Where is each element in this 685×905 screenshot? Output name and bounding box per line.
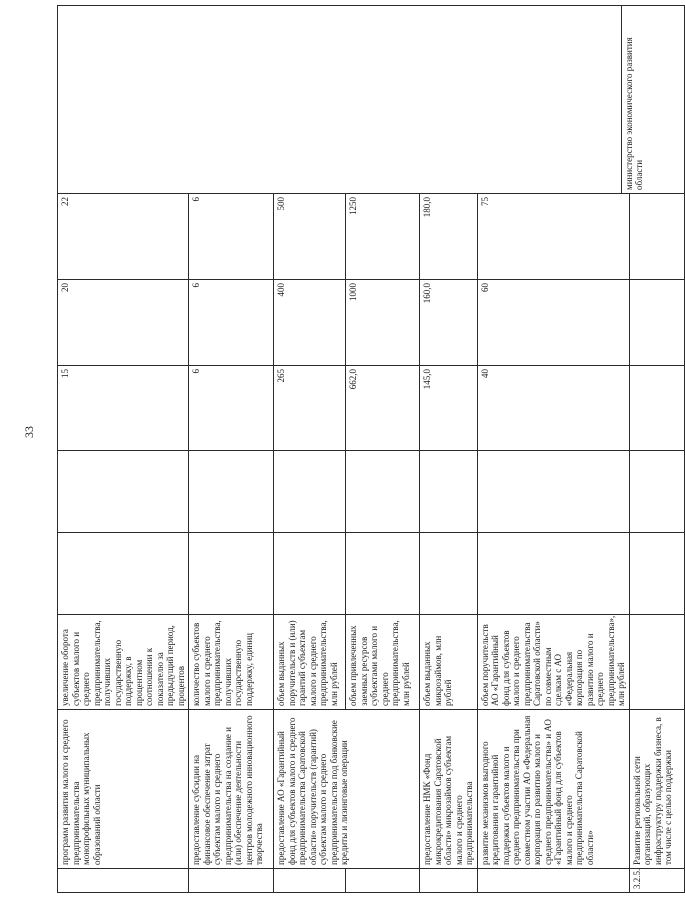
empty-cell <box>189 451 274 533</box>
measure-cell: развитие механизмов выгодного кредитования и гарантийной поддержки субъектов малого и среднего предпринимательства при совместном участии АО «Федеральная корпорация по развитию малого и среднего предпринимательства» и АО «Гарантийный фонд для субъектов малого и среднего предпринимательства Саратовской области» <box>477 710 629 869</box>
value-cell-2: 1000 <box>346 280 420 366</box>
value-cell-3: 75 <box>477 194 629 280</box>
value-cell-3: 22 <box>58 194 189 280</box>
value-cell-2: 20 <box>58 280 189 366</box>
empty-cell <box>58 533 189 615</box>
responsible-cell <box>58 6 685 194</box>
row-number <box>274 869 346 893</box>
indicator-cell: количество субъектов малого и среднего предпринимательства, получивших государственную поддержку, единиц <box>189 615 274 710</box>
value-cell-1 <box>629 366 684 451</box>
measure-cell: предоставление АО «Гарантийный фонд для субъектов малого и среднего предпринимательства Саратовской области» поручительств (гарантий) субъектам малого и среднего предпринимательства под банковские кредиты и лизинговые операции <box>274 710 420 869</box>
row-number <box>346 869 420 893</box>
value-cell-1: 145,0 <box>420 366 478 451</box>
value-cell-2 <box>629 280 684 366</box>
indicator-cell: объем выданных микрозаймов, млн рублей <box>420 615 478 710</box>
value-cell-3: 6 <box>189 194 274 280</box>
value-cell-3: 1250 <box>346 194 420 280</box>
indicator-cell: объем привлеченных заемных ресурсов субъектами малого и среднего предпринимательства, млн рублей <box>346 615 420 710</box>
rotated-table-wrapper <box>57 6 673 893</box>
row-number: 3.2.5. <box>629 869 684 893</box>
empty-cell <box>189 533 274 615</box>
measures-table <box>57 5 685 893</box>
page-number: 33 <box>22 426 36 438</box>
indicator-cell: объем выданных поручительств и (или) гарантий субъектам малого и среднего предпринимательства, млн рублей <box>274 615 346 710</box>
row-number <box>189 869 274 893</box>
empty-cell <box>629 533 684 615</box>
indicator-cell: объем поручительств АО «Гарантийный фонд для субъектов малого и среднего предпринимательства Саратовской области» по совместным сделкам с АО «Федеральная корпорация по развитию малого и среднего предпринимательства», млн рублей <box>477 615 629 710</box>
value-cell-2: 60 <box>477 280 629 366</box>
value-cell-2: 160,0 <box>420 280 478 366</box>
row-number <box>420 869 478 893</box>
measure-cell: программ развития малого и среднего предпринимательства монопрофильных муниципальных образований области <box>58 710 189 869</box>
empty-cell <box>420 451 478 533</box>
value-cell-1: 265 <box>274 366 346 451</box>
value-cell-1: 662,0 <box>346 366 420 451</box>
value-cell-3: 180,0 <box>420 194 478 280</box>
value-cell-3: 500 <box>274 194 346 280</box>
table-row <box>58 6 189 893</box>
measure-cell: Развитие региональной сети организаций, образующих инфраструктуру поддержки бизнеса, в том числе с целью поддержки <box>629 710 684 869</box>
responsible-text: министерство экономического развития области <box>621 6 684 193</box>
indicator-cell <box>629 615 684 710</box>
row-number <box>58 869 189 893</box>
empty-cell <box>629 451 684 533</box>
value-cell-1: 40 <box>477 366 629 451</box>
empty-cell <box>420 533 478 615</box>
measure-cell: предоставление субсидии на финансовое обеспечение затрат субъектам малого и среднего предпринимательства на создание и (или) обеспечение деятельности центров молодежного инновационного творчества <box>189 710 274 869</box>
value-cell-2: 6 <box>189 280 274 366</box>
empty-cell <box>58 451 189 533</box>
value-cell-2: 400 <box>274 280 346 366</box>
empty-cell <box>477 451 629 533</box>
empty-cell <box>346 533 420 615</box>
value-cell-3 <box>629 194 684 280</box>
empty-cell <box>477 533 629 615</box>
value-cell-1: 6 <box>189 366 274 451</box>
measure-cell: предоставление НМК «Фонд микрокредитования Саратовской области» микрозаймов субъектам малого и среднего предпринимательства <box>420 710 478 869</box>
row-number <box>477 869 629 893</box>
empty-cell <box>274 451 346 533</box>
empty-cell <box>274 533 346 615</box>
value-cell-1: 15 <box>58 366 189 451</box>
indicator-cell: увеличение оборота субъектов малого и среднего предпринимательства, получивших государственную поддержку, в процентном соотношении к показателю за предыдущий период, процентов <box>58 615 189 710</box>
empty-cell <box>346 451 420 533</box>
